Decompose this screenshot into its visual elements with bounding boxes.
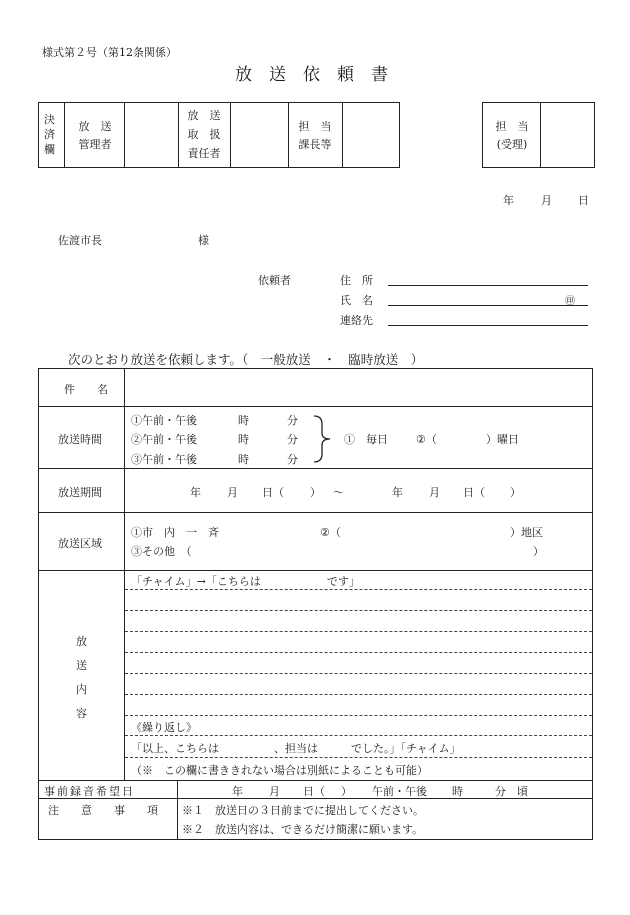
content-line-3[interactable]	[125, 652, 592, 653]
content-line-4[interactable]	[125, 673, 592, 674]
content-line-1[interactable]	[125, 610, 592, 611]
content-repeat: 《繰り返し》	[131, 721, 197, 734]
request-line: 次のとおり放送を依頼します。（ 一般放送 ・ 臨時放送 ）	[68, 352, 424, 367]
kessai-label: 決 済 欄	[44, 113, 55, 156]
section-chief-label: 担 当 課長等	[298, 120, 332, 151]
period-from-month: 月	[227, 486, 238, 499]
date-day: 日	[578, 194, 589, 207]
note-2: ※２ 放送内容は、できるだけ簡潔に願います。	[182, 823, 424, 836]
content-note: （※ この欄に書ききれない場合は別紙によることも可能）	[131, 764, 428, 777]
time-2-minute: 分	[287, 433, 298, 446]
contact-field[interactable]	[388, 325, 588, 326]
area-district-open[interactable]: ②（	[320, 526, 341, 539]
page-title: 放 送 依 頼 書	[235, 65, 388, 85]
time-1-hour: 時	[238, 414, 249, 427]
content-line-6[interactable]	[125, 715, 592, 716]
broadcast-handler-label: 放 送 取 扱 責任者	[187, 109, 221, 160]
area-other-open[interactable]: ③その他 （	[131, 545, 192, 558]
address-field[interactable]	[388, 285, 588, 286]
requester-label: 依頼者	[258, 274, 291, 287]
time-2-hour: 時	[238, 433, 249, 446]
date-year: 年	[503, 194, 514, 207]
prerecord-close: ）	[341, 785, 352, 798]
time-1-minute: 分	[287, 414, 298, 427]
time-label: 放送時間	[58, 433, 102, 446]
contact-label: 連絡先	[340, 314, 373, 327]
receipt-stamp-cell[interactable]	[541, 103, 594, 167]
manager-stamp-cell[interactable]	[125, 103, 177, 167]
addressee-honorific: 様	[198, 234, 209, 247]
period-to-close: ）	[510, 486, 521, 499]
area-other-close: ）	[533, 545, 544, 558]
receipt-label: 担 当 (受理)	[495, 120, 529, 151]
time-3-minute: 分	[287, 453, 298, 466]
form-number: 様式第２号（第12条関係）	[42, 46, 177, 59]
time-2-prefix: ②午前・午後	[131, 433, 197, 446]
seal-mark: ㊞	[565, 296, 575, 307]
content-line-2[interactable]	[125, 631, 592, 632]
time-1-prefix: ①午前・午後	[131, 414, 197, 427]
chief-stamp-cell[interactable]	[343, 103, 399, 167]
content-line-5[interactable]	[125, 694, 592, 695]
handler-stamp-cell[interactable]	[231, 103, 287, 167]
content-label: 放 送 内 容	[76, 635, 87, 720]
brace-icon	[312, 414, 334, 464]
notes-label: 注 意 事 項	[48, 804, 158, 817]
prerecord-year: 年	[232, 785, 243, 798]
date-month: 月	[541, 194, 552, 207]
period-to-year: 年	[392, 486, 403, 499]
freq-weekday-open[interactable]: ②（	[416, 433, 437, 446]
period-from-day: 日（	[262, 486, 284, 499]
time-3-prefix: ③午前・午後	[131, 453, 197, 466]
prerecord-minute: 分 頃	[495, 785, 528, 798]
content-chime-line: 「チャイム」→「こちらは です」	[131, 575, 360, 588]
prerecord-ampm: 午前・午後	[372, 785, 427, 798]
subject-label: 件 名	[64, 383, 108, 396]
name-field[interactable]	[388, 305, 588, 306]
note-1: ※１ 放送日の３日前までに提出してください。	[182, 804, 424, 817]
prerecord-label: 事前録音希望日	[44, 785, 135, 798]
area-label: 放送区域	[58, 537, 102, 550]
prerecord-hour: 時	[452, 785, 463, 798]
addressee-name: 佐渡市長	[58, 234, 102, 247]
freq-weekday-close: ）曜日	[486, 433, 519, 446]
prerecord-month: 月	[269, 785, 280, 798]
subject-field[interactable]	[125, 369, 592, 405]
period-to-day: 日（	[463, 486, 485, 499]
content-closing-line: 「以上、こちらは 、担当は でした。」「チャイム」	[131, 742, 461, 755]
period-from-year: 年	[190, 486, 201, 499]
address-label: 住 所	[340, 274, 373, 287]
broadcast-manager-label: 放 送 管理者	[78, 120, 112, 151]
period-to-month: 月	[429, 486, 440, 499]
period-from-close: ）	[310, 486, 321, 499]
freq-daily[interactable]: ① 毎日	[344, 433, 388, 446]
area-district-close: ）地区	[510, 526, 543, 539]
name-label: 氏 名	[340, 294, 373, 307]
period-separator: ～	[333, 486, 344, 499]
area-citywide[interactable]: ①市 内 一 斉	[131, 526, 219, 539]
period-label: 放送期間	[58, 486, 102, 499]
time-3-hour: 時	[238, 453, 249, 466]
prerecord-day: 日（	[303, 785, 325, 798]
